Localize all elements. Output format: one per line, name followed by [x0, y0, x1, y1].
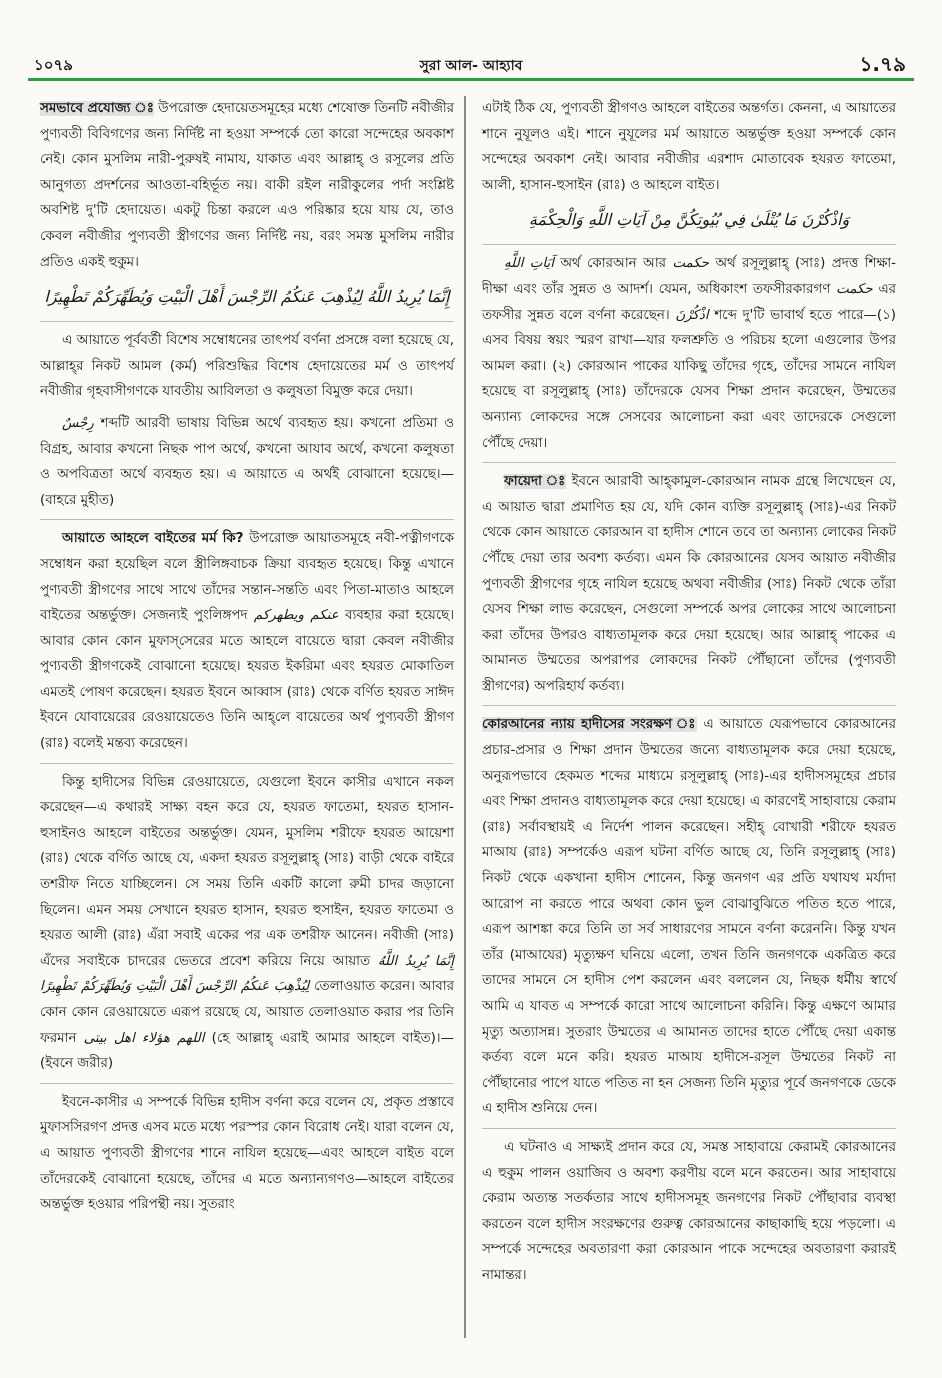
paragraph-text: অর্থ কোরআন আর — [560, 256, 666, 272]
paragraph — [482, 251, 896, 456]
paragraph: এ আয়াতে পূর্ববর্তী বিশেষ সম্বোধনের তাৎপর্য বর্ণনা প্রসঙ্গে বলা হয়েছে যে, আল্লাহ্‌র নিকট আমল (কর্ম) পরিশুদ্ধির বিশেষ হেদায়েতের মর্ম ও তাৎপর্য নবীজীর গৃহবাসীগণকে যাবতীয় আবিলতা ও কলুষতা বিমুক্ত করে দেয়া। — [40, 333, 454, 400]
paragraph-text: তেলাওয়াত করেন। আবার কোন কোন রেওয়ায়েতে এরূপ রয়েছে যে, আয়াত তেলাওয়াত করার পর তিনি ফরমান — [40, 979, 455, 1046]
paragraph-text: অর্থ রসূলুল্লাহ্‌ (সাঃ) প্রদত্ত শিক্ষা-দীক্ষা এবং তাঁর সুন্নত ও আদর্শ। যেমন, অধিকাংশ তফসীরকারগণ — [482, 256, 897, 297]
divider — [482, 705, 896, 706]
divider — [40, 763, 454, 764]
divider — [482, 462, 896, 463]
paragraph — [40, 96, 454, 275]
paragraph — [482, 712, 896, 1122]
paragraph-text: শব্দটি আরবী ভাষায় বিভিন্ন অর্থে ব্যবহৃত হয়। কখনো প্রতিমা ও বিগ্রহ, আবার কখনো নিছক পাপ অর্থে, কখনো আযাব অর্থে, কখনো কলুষতা ও অপবিত্রতা অর্থে ব্যবহৃত হয়। এ আয়াতে এ অর্থই বোঝানো হয়েছে।—(বাহরে মুহীত) — [40, 415, 454, 508]
arabic-word: عنكم ويطهركم — [253, 608, 339, 624]
right-column — [482, 96, 896, 1338]
paragraph-text: ব্যবহার করা হয়েছে। আবার কোন কোন মুফাস্‌সেরের মতে আহলে বায়েতে দ্বারা কেবল নবীজীর পুণ্যবতী স্ত্রীগণকেই বোঝানো হয়েছে। হযরত ইকরিমা এবং হযরত মোকাতিল এমতই পোষণ করেছেন। হযরত ইবনে আব্বাস (রাঃ) থেকে বর্ণিত হযরত সাঈদ ইবনে যোবায়েরের রেওয়ায়েতেও তিনি আহ্‌লে বায়েতের অর্থ পুণ্যবতী স্ত্রীগণ (রাঃ) বলেই মন্তব্য করেছেন। — [40, 608, 454, 752]
paragraph-text: এর তফসীর সুন্নত বলে বর্ণনা করেছেন। — [482, 281, 896, 323]
paragraph — [40, 411, 454, 513]
page-number-right: ১.৭৯ — [859, 52, 906, 76]
arabic-verse: إِنَّمَا يُرِيدُ اللَّهُ لِيُذْهِبَ عَنكُمُ الرِّجْسَ أَهْلَ الْبَيْتِ وَيُطَهِّرَكُمْ تَطْهِيرًا — [44, 287, 450, 307]
arabic-word: رِجْسٌ — [62, 415, 94, 431]
arabic-verse-inline: الْبَيْتِ وَيُطَهِّرَكُمْ تَطْهِيرًا — [40, 979, 165, 995]
paragraph-text: উপরোক্ত আয়াতসমূহে নবী-পত্নীগণকে সম্বোধন করা হয়েছিল বলে স্ত্রীলিঙ্গবাচক ক্রিয়া ব্যবহৃত হয়েছে। কিন্তু এখানে পুণ্যবতী স্ত্রীগণের সাথে সাথে তাঁদের সন্তান-সন্ততি এবং পিতা-মাতাও আহলে বাইতের অন্তর্ভুক্ত। সেজন্যই পুংলিঙ্গপদ — [40, 531, 454, 624]
divider — [40, 321, 454, 322]
paragraph — [40, 526, 454, 756]
divider — [482, 1128, 896, 1129]
section-heading: কোরআনের ন্যায় হাদীসের সংরক্ষণ ঃ — [482, 717, 698, 733]
paragraph-text: ইবনে আরাবী আহ্‌কামুল-কোরআন নামক গ্রন্থে লিখেছেন যে, এ আয়াত দ্বারা প্রমাণিত হয় যে, যদি কোন ব্যক্তি রসূলুল্লাহ্‌ (সাঃ)-এর নিকট থেকে কোন আয়াতে কোরআন বা হাদীস শোনে তবে তা অন্যান্য লোকের নিকট পৌঁছে দেয়া তার অবশ্য কর্তব্য। এমন কি কোরআনের যেসব আয়াত নবীজীর পুণ্যবতী স্ত্রীগণের গৃহে নাযিল হয়েছে অথবা নবীজীর (সাঃ) নিকট থেকে তাঁরা যেসব শিক্ষা লাভ করেছেন, সেগুলো সম্পর্কে অপর লোকের সাথে আলোচনা করা তাঁদের উপরও বাধ্যতামূলক করে দেয়া হয়েছে। আর আল্লাহ্‌ পাকের এ আমানত উম্মতের অপরাপর লোকদের নিকট পৌঁছানো তাঁদের (পুণ্যবতী স্ত্রীগণের) অপরিহার্য কর্তব্য। — [482, 474, 896, 694]
section-heading: ফায়েদা ঃ — [504, 474, 567, 490]
page-header — [28, 48, 914, 82]
paragraph — [482, 469, 896, 699]
paragraph-text: উপরোক্ত হেদায়েতসমূহের মধ্যে শেষোক্ত তিনটি নবীজীর পুণ্যবতী বিবিগণের জন্য নির্দিষ্ট না হওয়া সম্পর্কে তো কারো সন্দেহের অবকাশ নেই। কোন মুসলিম নারী-পুরুষই নামায, যাকাত এবং আল্লাহ্‌ ও রসূলের প্রতি আনুগত্য প্রদর্শনের আওতা-বহির্ভূত নয়। বাকী রইল নারীকুলের পর্দা সংশ্লিষ্ট অবশিষ্ট দু'টি হেদায়েত। একটু চিন্তা করলে এও পরিষ্কার হয়ে যায় যে, তাও কেবল নবীজীর পুণ্যবতী স্ত্রীগণের জন্য নির্দিষ্ট নয়, বরং সমস্ত মুসলিম নারীর প্রতিও একই হুকুম। — [40, 101, 455, 270]
arabic-verse: وَاذْكُرْنَ مَا يُتْلَىٰ فِي بُيُوتِكُنَّ مِنْ آيَاتِ اللَّهِ وَالْحِكْمَةِ — [528, 210, 850, 230]
left-column — [40, 96, 454, 1338]
arabic-word: اذْكُرْنَ — [675, 307, 709, 323]
column-divider — [464, 96, 466, 1338]
paragraph-text: এ আয়াতে যেরূপভাবে কোরআনের প্রচার-প্রসার ও শিক্ষা প্রদান উম্মতের জন্যে বাধ্যতামূলক করে দেয়া হয়েছে, অনুরূপভাবে হেকমত শব্দের মাধ্যমে রসূলুল্লাহ্‌ (সাঃ)-এর হাদীসসমূহের প্রচার এবং শিক্ষা প্রদানও বাধ্যতামূলক করে দেয়া হয়েছে। এ কারণেই সাহাবায়ে কেরাম (রাঃ) সর্বাবস্থায়ই এ নির্দেশ পালন করেছেন। সহীহ্‌ বোখারী শরীফে হযরত মাআয (রাঃ) সম্পর্কেও এরূপ ঘটনা বর্ণিত আছে যে, তিনি রসূলুল্লাহ্‌ (সাঃ) নিকট থেকে একখানা হাদীস শোনেন, কিন্তু জনগণ এর প্রতি যথাযথ মর্যাদা আরোপ না করতে পারে অথবা কোন ভুল বোঝাবুঝিতে পতিত হতে পারে, এরূপ আশঙ্কা করে তিনি তা সর্ব সাধারণের সামনে বর্ণনা করেননি। কিন্তু যখন তাঁর (মাআযের) মৃত্যুক্ষণ ঘনিয়ে এলো, তখন তিনি জনগণকে একত্রিত করে তাদের সামনে সে হাদীস পেশ করলেন এবং বললেন যে, নিছক ধর্মীয় স্বার্থে আমি এ যাবত এ সম্পর্কে কারো সাথে আলোচনা করিনি। কিন্তু এক্ষণে আমার মৃত্যু অত্যাসন্ন। সুতরাং উম্মতের এ আমানত তাদের হাতে পৌঁছে দেয়া একান্ত কর্তব্য বলে মনে করি। হযরত মাআয হাদীসে-রসূল উম্মতের নিকট না পৌঁছানোর পাপে যাতে পতিত না হন সেজন্য তিনি মৃত্যুর পূর্বে জনগণকে ডেকে এ হাদীস শুনিয়ে দেন। — [482, 717, 896, 1117]
arabic-verse-inline: إِنَّمَا يُرِيدُ اللَّهُ لِيُذْهِبَ عَنكُمُ الرِّجْسَ أَهْلَ — [169, 953, 454, 995]
divider — [40, 519, 454, 520]
paragraph-text: শব্দে দু'টি ভাবার্থ হতে পারে—(১) এসব বিষয় স্বয়ং স্মরণ রাখা—যার ফলশ্রুতি ও পরিচয় হলো এগুলোর উপর আমল করা। (২) কোরআন পাকের যাকিছু তাঁদের গৃহে, তাঁদের সামনে নাযিল হয়েছে বা রসূলুল্লাহ্‌ (সাঃ) তাঁদেরকে যেসব শিক্ষা প্রদান করেছেন, উম্মতের অন্যান্য লোকদের সঙ্গে সেসবের আলোচনা করা এবং তাদেরকে সেগুলো পৌঁছে দেয়া। — [482, 307, 896, 451]
divider — [482, 244, 896, 245]
paragraph: ইবনে-কাসীর এ সম্পর্কে বিভিন্ন হাদীস বর্ণনা করে বলেন যে, প্রকৃত প্রস্তাবে মুফাসসিরগণ প্রদত্ত এসব মতে মধ্যে পরস্পর কোন বিরোধ নেই। যারা বলেন যে, এ আয়াত পুণ্যবতী স্ত্রীগণের শানে নাযিল হয়েছে—এবং আহলে বাইত বলে তাঁদেরকেই বোঝানো হয়েছে, তাঁদের এ মতে অন্যান্যগণও—আহলে বাইতের অন্তর্ভুক্ত হওয়ার পরিপন্থী নয়। সুতরাং — [40, 1094, 454, 1213]
paragraph: এটাই ঠিক যে, পুণ্যবতী স্ত্রীগণও আহলে বাইতের অন্তর্গত। কেননা, এ আয়াতের শানে নুযূলও এই। শানে নুযূলের মর্ম আয়াতে অন্তর্ভুক্ত হওয়া সম্পর্কে কোন সন্দেহের অবকাশ নেই। আবার নবীজীর এরশাদ মোতাবেক হযরত ফাতেমা, আলী, হাসান-হুসাইন (রাঃ) ও আহলে বাইত। — [482, 101, 896, 193]
page-number-left: ১০৭৯ — [34, 56, 73, 74]
arabic-word: اللهم هؤلاء اهل بيتى — [83, 1030, 205, 1046]
running-title: সুরা আল- আহ্যাব — [419, 58, 523, 74]
arabic-word: حكمت — [672, 256, 709, 272]
section-heading: সমভাবে প্রযোজ্য ঃ — [40, 101, 154, 116]
section-heading: আয়াতে আহলে বাইতের মর্ম কি? — [62, 531, 244, 547]
divider — [40, 1083, 454, 1084]
paragraph-text: (হে আল্লাহ্‌ এরাই আমার আহলে বাইত)।—(ইবনে জরীর) — [40, 1030, 454, 1072]
paragraph: এ ঘটনাও এ সাক্ষ্যই প্রদান করে যে, সমস্ত সাহাবায়ে কেরামই কোরআনের এ হুকুম পালন ওয়াজিব ও অবশ্য করণীয় বলে মনে করতেন। আর সাহাবায়ে কেরাম অত্যন্ত সতর্কতার সাথে হাদীসসমূহ জনগণের নিকট পৌঁছাবার ব্যবস্থা করতেন বলে হাদীস সংরক্ষণের গুরুত্ব কোরআনের কাছাকাছি হয়ে পড়লো। এ সম্পর্কে সন্দেহের অবতারণা করা কোরআন পাকে সন্দেহের অবতারণা করারই নামান্তর। — [482, 1139, 896, 1283]
paragraph-text: কিন্তু হাদীসের বিভিন্ন রেওয়ায়েতে, যেগুলো ইবনে কাসীর এখানে নকল করেছেন—এ কথারই সাক্ষ্য বহন করে যে, হযরত ফাতেমা, হযরত হাসান-হুসাইনও আহলে বাইতের অন্তর্ভুক্ত। যেমন, মুসলিম শরীফে হযরত আয়েশা (রাঃ) থেকে বর্ণিত আছে যে, একদা হযরত রসূলুল্লাহ্‌ (সাঃ) বাড়ী থেকে বাইরে তশরীফ নিতে যাচ্ছিলেন। সে সময় তিনি একটি কালো রুমী চাদর জড়ানো ছিলেন। এমন সময় সেখানে হযরত হাসান, হযরত হুসাইন, হযরত ফাতেমা ও হযরত আলী (রাঃ) এঁরা সবাই একের পর এক তশরীফ আনেন। নবীজী (সাঃ) এঁদের সবাইকে চাদরের ভেতরে প্রবেশ করিয়ে নিয়ে আয়াত — [40, 774, 454, 969]
arabic-word: آيَاتِ اللَّهِ — [504, 256, 554, 272]
paragraph — [40, 770, 454, 1077]
arabic-word: حكمت — [836, 281, 873, 297]
header-rule — [28, 78, 914, 81]
